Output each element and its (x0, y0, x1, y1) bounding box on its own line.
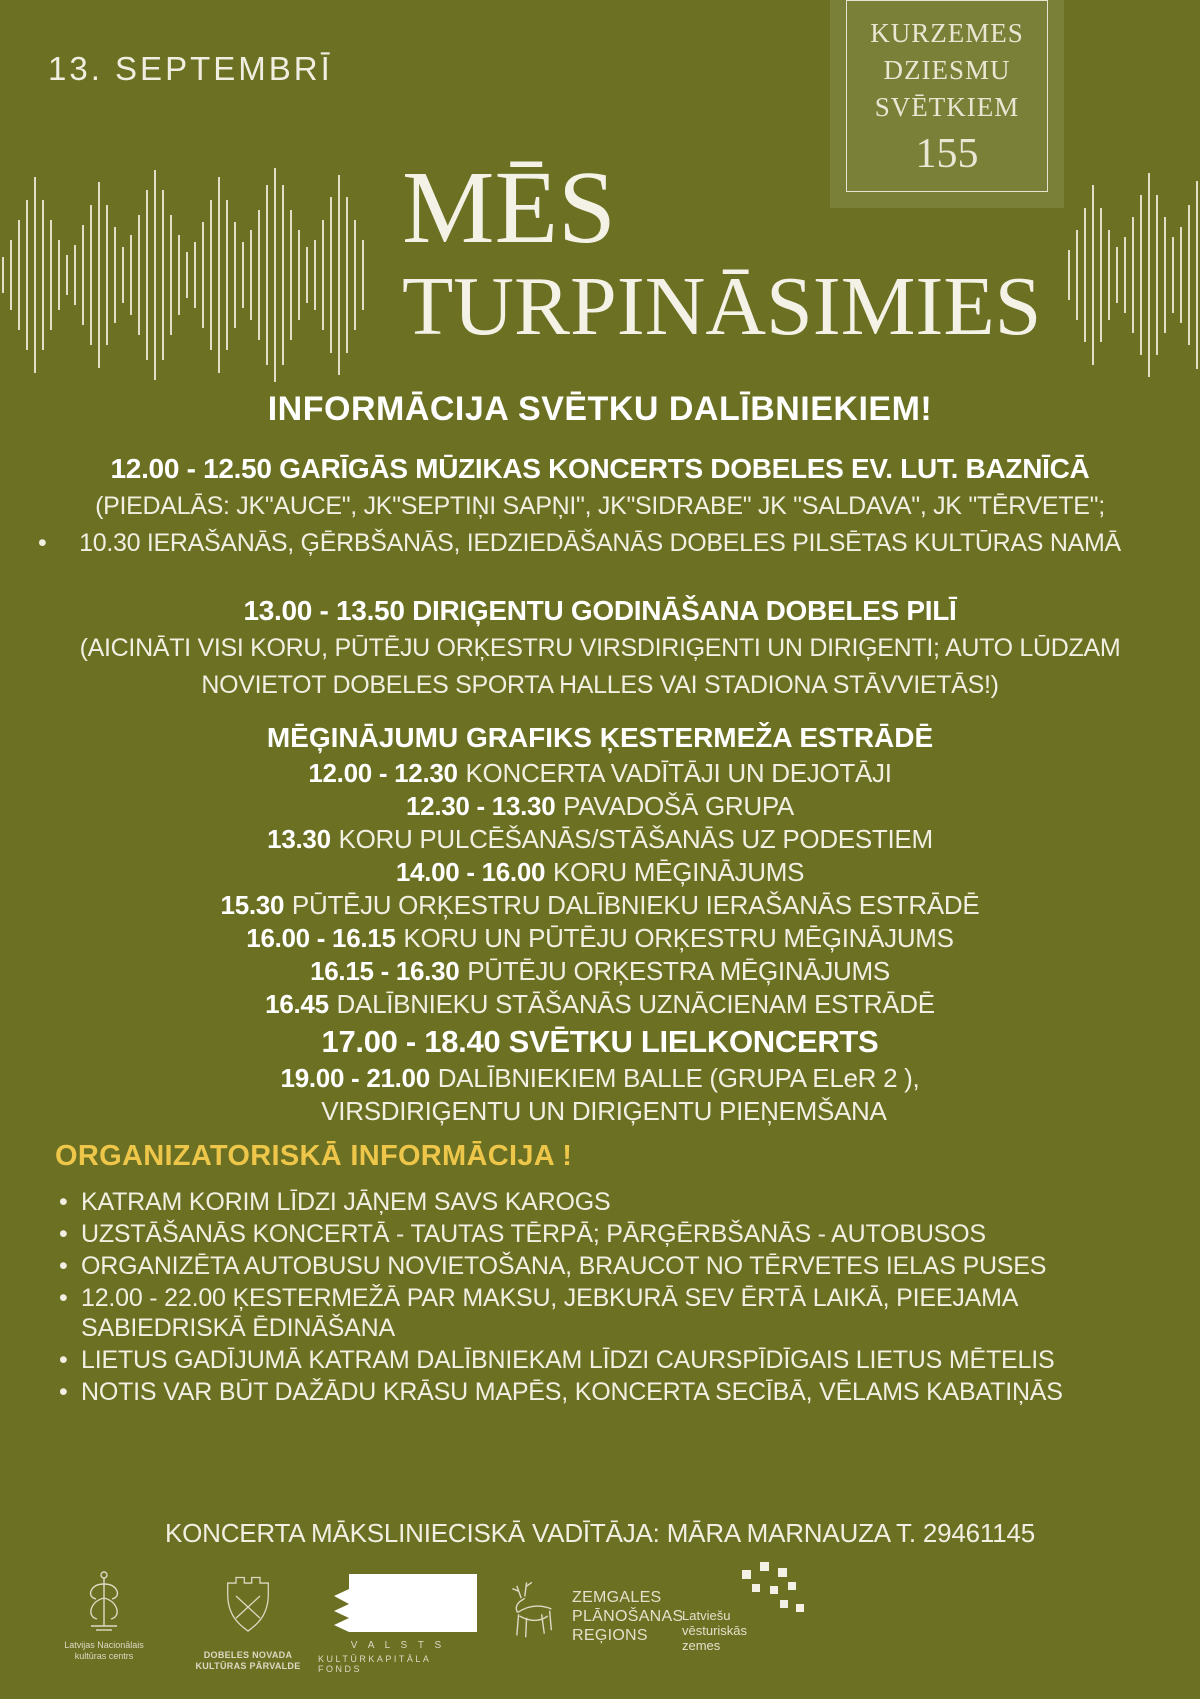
church-concert-arrival (0, 525, 1200, 562)
schedule-activity: KORU UN PŪTĒJU ORĶESTRU MĒĢINĀJUMS (403, 923, 954, 953)
schedule-time: 13.30 (267, 824, 331, 854)
logo-dobele-culture-board (192, 1572, 304, 1672)
logo-caption-line: PLĀNOŠANAS (572, 1607, 684, 1625)
schedule-activity: DALĪBNIEKIEM BALLE (GRUPA ELeR 2 ), (437, 1063, 920, 1093)
logo-latvian-national-culture-centre (48, 1568, 160, 1662)
schedule-row (0, 790, 1200, 823)
list-item (55, 1345, 1150, 1375)
section-church-concert (0, 450, 1200, 562)
list-item (55, 1377, 1150, 1407)
sound-wave-right-icon (1068, 166, 1198, 384)
schedule-time: 16.15 - 16.30 (310, 956, 460, 986)
squares-pattern-icon (740, 1562, 840, 1618)
schedule-row (0, 1095, 1200, 1128)
bullet-marker: • (38, 529, 47, 557)
rehearsal-schedule-heading: MĒĢINĀJUMU GRAFIKS ĶESTERMEŽA ESTRĀDĒ (266, 722, 934, 753)
logo-caption-line: kultūras centrs (74, 1651, 134, 1661)
schedule-activity: DALĪBNIEKU STĀŠANĀS UZNĀCIENAM ESTRĀDĒ (336, 989, 935, 1019)
honoring-note-line1: (AICINĀTI VISI KORU, PŪTĒJU ORĶESTRU VIRSDIRIĢENTI UN DIRIĢENTI; AUTO LŪDZAM (79, 634, 1121, 662)
organisational-list (55, 1187, 1150, 1407)
schedule-row (0, 757, 1200, 790)
list-item-text: NOTIS VAR BŪT DAŽĀDU KRĀSU MAPĒS, KONCERTA SECĪBĀ, VĒLAMS KABATIŅĀS (81, 1378, 1063, 1406)
zigzag-flag-icon (319, 1574, 477, 1632)
list-item-text: KATRAM KORIM LĪDZI JĀŅEM SAVS KAROGS (81, 1188, 611, 1216)
elk-icon (500, 1574, 562, 1658)
schedule-activity: KORU PULCĒŠANĀS/STĀŠANĀS UZ PODESTIEM (338, 824, 933, 854)
badge-line: SVĒTKIEM (874, 91, 1020, 122)
list-item-text: LIETUS GADĪJUMĀ KATRAM DALĪBNIEKAM LĪDZI CAURSPĪDĪGAIS LIETUS MĒTELIS (81, 1346, 1055, 1374)
badge-number: 155 (915, 130, 979, 177)
logo-caption-line: V A L S T S (350, 1640, 446, 1651)
event-date: 13. SEPTEMBRĪ (48, 50, 333, 87)
sound-wave-left-icon (2, 166, 364, 384)
honoring-heading: 13.00 - 13.50 DIRIĢENTU GODINĀŠANA DOBELES PILĪ (243, 595, 957, 626)
schedule-activity: KONCERTA VADĪTĀJI UN DEJOTĀJI (465, 758, 892, 788)
schedule-time: 17.00 - 18.40 SVĒTKU LIELKONCERTS (321, 1024, 879, 1059)
schedule-activity: PAVADOŠĀ GRUPA (563, 791, 794, 821)
logo-zemgale-planning-region (500, 1574, 683, 1658)
logo-caption (195, 1650, 300, 1672)
section-organisational-info (55, 1140, 1150, 1409)
schedule-row (0, 823, 1200, 856)
logo-latvian-historical-lands (682, 1562, 852, 1662)
logo-caption-line: DOBELES NOVADA (203, 1650, 293, 1660)
schedule-time: 12.30 - 13.30 (406, 791, 556, 821)
schedule-time: 12.00 - 12.30 (308, 758, 458, 788)
organisational-heading: ORGANIZATORISKĀ INFORMĀCIJA ! (55, 1140, 573, 1172)
schedule-activity: VIRSDIRIĢENTU UN DIRIĢENTU PIEŅEMŠANA (321, 1096, 887, 1126)
schedule-activity: PŪTĒJU ORĶESTRU DALĪBNIEKU IERAŠANĀS ESTRĀDĒ (291, 890, 980, 920)
list-item (55, 1251, 1150, 1281)
honoring-note-line2: NOVIETOT DOBELES SPORTA HALLES VAI STADIONA STĀVVIETĀS!) (201, 671, 999, 699)
logo-caption-line: vēsturiskās (682, 1623, 748, 1638)
schedule-time: 16.45 (265, 989, 329, 1019)
schedule-activity: KORU MĒĢINĀJUMS (552, 857, 805, 887)
schedule-row (0, 1062, 1200, 1095)
schedule-row (0, 889, 1200, 922)
schedule-row (0, 955, 1200, 988)
list-item (55, 1187, 1150, 1217)
info-heading: INFORMĀCIJA SVĒTKU DALĪBNIEKIEM! (267, 390, 933, 428)
list-item-text: ORGANIZĒTA AUTOBUSU NOVIETOŠANA, BRAUCOT NO TĒRVETES IELAS PUSES (81, 1252, 1047, 1280)
ornament-emblem-icon (68, 1568, 140, 1634)
logo-caption-line: REĢIONS (572, 1626, 648, 1644)
rehearsal-schedule (0, 757, 1200, 1128)
logo-caption-line: KULTŪRKAPITĀLA FONDS (318, 1654, 431, 1674)
badge-line: DZIESMU (883, 54, 1011, 85)
schedule-activity: PŪTĒJU ORĶESTRA MĒĢINĀJUMS (467, 956, 890, 986)
logo-caption-line: Latvijas Nacionālais (64, 1640, 144, 1650)
church-concert-participants: (PIEDALĀS: JK"AUCE", JK"SEPTIŅI SAPŅI", JK"SIDRABE" JK "SALDAVA", JK "TĒRVETE"; (95, 492, 1105, 520)
title-line-2: TURPINĀSIMIES (402, 260, 1042, 353)
schedule-row-main-concert (0, 1023, 1200, 1060)
logo-state-culture-capital-foundation (318, 1574, 478, 1674)
logo-caption (572, 1588, 683, 1645)
list-item-text: UZSTĀŠANĀS KONCERTĀ - TAUTAS TĒRPĀ; PĀRĢĒRBŠANĀS - AUTOBUSOS (81, 1220, 986, 1248)
logo-caption-line: ZEMGALES (572, 1588, 662, 1606)
list-item (55, 1283, 1150, 1343)
logo-caption-line: zemes (682, 1638, 721, 1653)
church-concert-heading: 12.00 - 12.50 GARĪGĀS MŪZIKAS KONCERTS DOBELES EV. LUT. BAZNĪCĀ (110, 453, 1090, 484)
schedule-row (0, 922, 1200, 955)
badge-line: KURZEMES (870, 17, 1024, 48)
logo-caption-line: Latviešu (682, 1608, 731, 1623)
bullet-marker: • (59, 1220, 68, 1248)
logo-caption (682, 1608, 747, 1653)
section-conductors-honoring (0, 592, 1200, 704)
schedule-time: 16.00 - 16.15 (246, 923, 396, 953)
bullet-marker: • (59, 1188, 68, 1216)
bullet-marker: • (59, 1346, 68, 1374)
bullet-marker: • (59, 1252, 68, 1280)
schedule-time: 19.00 - 21.00 (280, 1063, 430, 1093)
schedule-row (0, 856, 1200, 889)
logo-caption-line: KULTŪRAS PĀRVALDE (195, 1661, 301, 1671)
bullet-marker: • (59, 1378, 68, 1406)
list-item-text: 12.00 - 22.00 ĶESTERMEŽĀ PAR MAKSU, JEBKURĀ SEV ĒRTĀ LAIKĀ, PIEEJAMA SABIEDRISKĀ ĒDINĀŠANA (81, 1284, 1017, 1342)
title-line-1: MĒS (402, 150, 616, 265)
bullet-marker: • (59, 1284, 68, 1312)
shield-icon (219, 1572, 277, 1644)
schedule-time: 15.30 (220, 890, 285, 920)
list-item (55, 1219, 1150, 1249)
schedule-row (0, 988, 1200, 1021)
schedule-time: 14.00 - 16.00 (395, 857, 546, 887)
church-concert-arrival-text: 10.30 IERAŠANĀS, ĢĒRBŠANĀS, IEDZIEDĀŠANĀS DOBELES PILSĒTAS KULTŪRAS NAMĀ (79, 529, 1121, 557)
artistic-director-contact: KONCERTA MĀKSLINIECISKĀ VADĪTĀJA: MĀRA MARNAUZA T. 29461145 (164, 1518, 1036, 1548)
logo-caption (64, 1640, 144, 1662)
